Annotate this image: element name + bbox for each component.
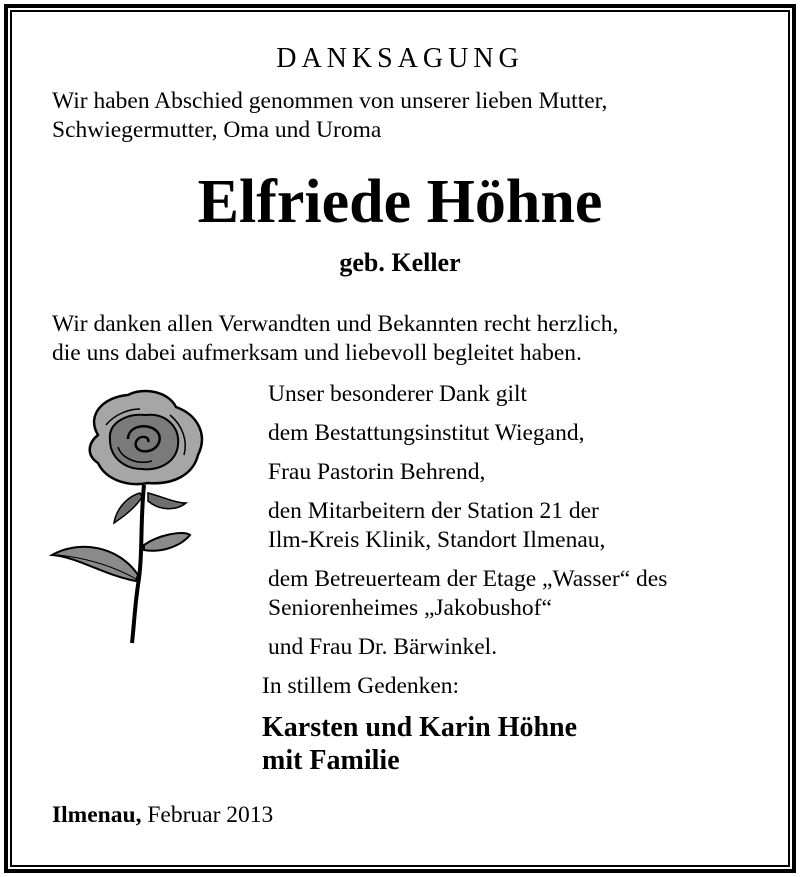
maiden-name: geb. Keller bbox=[339, 248, 461, 277]
deceased-name: Elfriede Höhne bbox=[197, 168, 603, 236]
rose-icon bbox=[48, 385, 218, 645]
thanks-line-1: Wir danken allen Verwandten und Bekannten recht herzlich, bbox=[52, 311, 619, 337]
special-thanks-line: dem Betreuerteam der Etage „Wasser“ des bbox=[268, 566, 668, 592]
memory-phrase: In stillem Gedenken: bbox=[262, 673, 460, 699]
signers-line-1: Karsten und Karin Höhne bbox=[262, 712, 578, 743]
thanks-line-2: die uns dabei aufmerksam und liebevoll begleitet haben. bbox=[52, 340, 582, 366]
intro-line-2: Schwiegermutter, Oma und Uroma bbox=[52, 117, 382, 143]
special-thanks-line: Ilm-Kreis Klinik, Standort Ilmenau, bbox=[268, 527, 606, 553]
signers-line-2: mit Familie bbox=[262, 745, 400, 776]
special-thanks bbox=[268, 380, 667, 662]
special-thanks-line: Seniorenheimes „Jakobushof“ bbox=[268, 595, 552, 621]
thanks-text bbox=[52, 310, 618, 368]
heading: DANKSAGUNG bbox=[276, 43, 524, 74]
special-thanks-line: Frau Pastorin Behrend, bbox=[268, 459, 486, 485]
place-city: Ilmenau, bbox=[52, 802, 142, 828]
place-date-text: Februar 2013 bbox=[147, 802, 274, 828]
special-thanks-line: Unser besonderer Dank gilt bbox=[268, 381, 528, 407]
special-thanks-line: dem Bestattungsinstitut Wiegand, bbox=[268, 420, 585, 446]
intro-text bbox=[52, 87, 607, 145]
signers bbox=[262, 711, 577, 777]
special-thanks-line: und Frau Dr. Bärwinkel. bbox=[268, 634, 498, 660]
intro-line-1: Wir haben Abschied genommen von unserer lieben Mutter, bbox=[52, 88, 608, 114]
place-date bbox=[52, 801, 273, 830]
special-thanks-line: den Mitarbeitern der Station 21 der bbox=[268, 498, 599, 524]
